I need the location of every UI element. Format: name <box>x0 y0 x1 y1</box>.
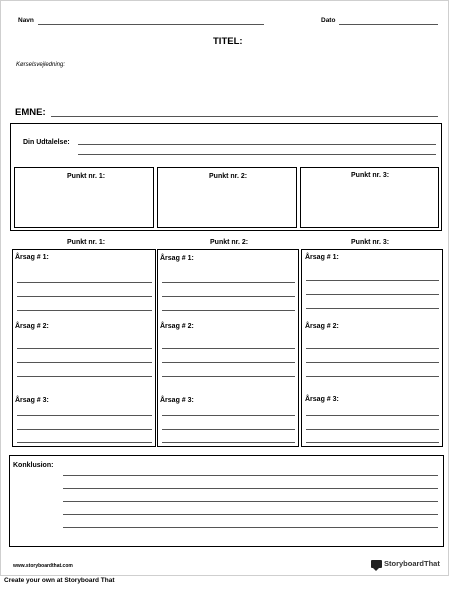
reason-line[interactable] <box>17 296 152 297</box>
topic-label: EMNE: <box>15 107 46 118</box>
statement-line[interactable] <box>78 154 436 155</box>
reason-line[interactable] <box>162 282 295 283</box>
instructions-label: Kørselsvejledning: <box>16 62 66 68</box>
date-field[interactable] <box>339 24 438 25</box>
brand-logo-text[interactable]: StoryboardThat <box>384 559 440 568</box>
reason-line[interactable] <box>306 362 439 363</box>
reason-line[interactable] <box>306 415 439 416</box>
reason-label: Årsag # 2: <box>305 323 339 330</box>
reason-line[interactable] <box>306 308 439 309</box>
conclusion-label: Konklusion: <box>13 462 54 469</box>
conclusion-line[interactable] <box>63 501 438 502</box>
title-label: TITEL: <box>213 36 243 47</box>
reason-label: Årsag # 3: <box>160 397 194 404</box>
conclusion-line[interactable] <box>63 527 438 528</box>
reason-label: Årsag # 3: <box>305 396 339 403</box>
reason-line[interactable] <box>162 310 295 311</box>
reason-line[interactable] <box>306 442 439 443</box>
name-label: Navn <box>18 17 34 24</box>
reason-line[interactable] <box>17 376 152 377</box>
column-title: Punkt nr. 1: <box>67 239 106 246</box>
date-label: Dato <box>321 17 336 24</box>
topic-field[interactable] <box>51 116 438 117</box>
name-field[interactable] <box>38 24 264 25</box>
conclusion-line[interactable] <box>63 514 438 515</box>
reason-label: Årsag # 1: <box>305 254 339 261</box>
reason-line[interactable] <box>162 442 295 443</box>
reason-line[interactable] <box>162 348 295 349</box>
reason-line[interactable] <box>306 280 439 281</box>
point-box-label: Punkt nr. 3: <box>351 172 390 179</box>
reason-line[interactable] <box>162 296 295 297</box>
point-box-label: Punkt nr. 2: <box>209 173 248 180</box>
reason-label: Årsag # 2: <box>160 323 194 330</box>
point-box-label: Punkt nr. 1: <box>67 173 106 180</box>
reason-line[interactable] <box>306 348 439 349</box>
reason-line[interactable] <box>162 376 295 377</box>
reason-line[interactable] <box>162 429 295 430</box>
reason-line[interactable] <box>17 429 152 430</box>
reason-label: Årsag # 1: <box>15 254 49 261</box>
reason-line[interactable] <box>17 362 152 363</box>
reason-line[interactable] <box>17 442 152 443</box>
conclusion-line[interactable] <box>63 488 438 489</box>
reason-line[interactable] <box>306 294 439 295</box>
conclusion-line[interactable] <box>63 475 438 476</box>
reason-line[interactable] <box>162 415 295 416</box>
footer-url[interactable]: www.storyboardthat.com <box>13 563 73 569</box>
statement-label: Din Udtalelse: <box>23 139 70 146</box>
reason-line[interactable] <box>17 348 152 349</box>
reason-label: Årsag # 2: <box>15 323 49 330</box>
reason-line[interactable] <box>17 310 152 311</box>
reason-line[interactable] <box>162 362 295 363</box>
reason-line[interactable] <box>17 415 152 416</box>
reason-line[interactable] <box>17 282 152 283</box>
storyboardthat-logo-icon <box>371 560 382 568</box>
statement-line[interactable] <box>78 144 436 145</box>
create-your-own-caption[interactable]: Create your own at Storyboard That <box>4 577 115 584</box>
reason-label: Årsag # 1: <box>160 255 194 262</box>
reason-label: Årsag # 3: <box>15 397 49 404</box>
column-title: Punkt nr. 2: <box>210 239 249 246</box>
reason-line[interactable] <box>306 429 439 430</box>
column-title: Punkt nr. 3: <box>351 239 390 246</box>
reason-line[interactable] <box>306 376 439 377</box>
